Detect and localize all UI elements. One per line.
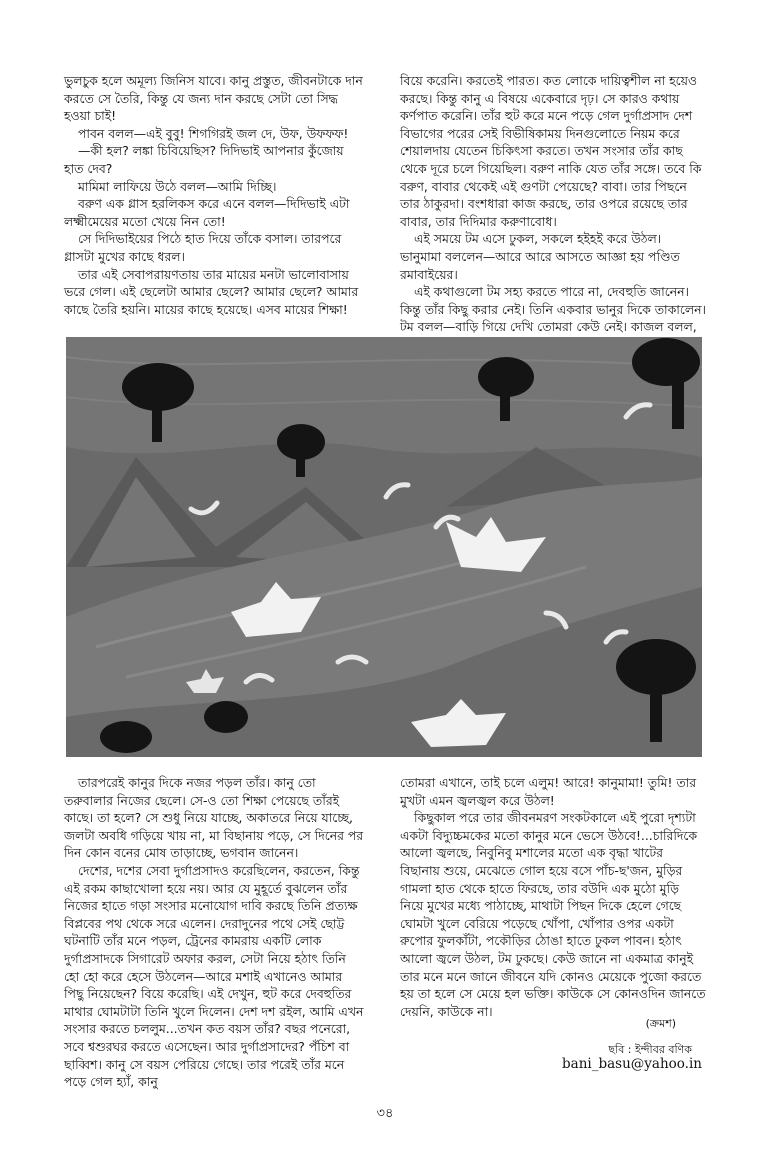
story-column-top-left: [64, 72, 364, 318]
story-column-bottom-left: [64, 774, 364, 1091]
story-column-bottom-right: [400, 774, 706, 1020]
paragraph: বিয়ে করেনি। করতেই পারত। কত লোকে দায়িত্বশীল না হয়েও করছে। কিন্তু কানু এ বিষয়ে একেবারে দৃঢ়। সে কারও কথায় কর্ণপাত করেনি। তাঁর হুট করে মনে পড়ে গেল দুর্গাপ্রসাদ দেশ বিভাগের পরের সেই বিভীষিকাময় দিনগুলোতে নিয়ম করে শেয়ালদায় যেতেন চিকিৎসা করতে। তখন সংসার তাঁর কাছ থেকে দূরে চলে গিয়েছিল। বরুণ নাকি যেত তাঁর সঙ্গে। তবে কি বরুণ, বাবার থেকেই এই গুণটা পেয়েছে? বাবা। তার পিছনে তার ঠাকুরদা। বংশধারা কাজ করছে, তার ওপরে রয়েছে তার বাবার, তার দিদিমার করুণাবোধ।: [400, 73, 702, 229]
paragraph: বরুণ এক গ্লাস হরলিকস করে এনে বলল—দিদিভাই এটা লক্ষ্মীমেয়ের মতো খেয়ে নিন তো!: [64, 196, 350, 229]
paragraph: এই সময়ে টম এসে ঢুকল, সকলে হইহই করে উঠল। ভানুমামা বললেন—আরে আরে আসতে আজ্ঞা হয় পণ্ডিত রমাবাইয়ের।: [400, 231, 680, 282]
paragraph: তারপরেই কানুর দিকে নজর পড়ল তাঁর। কানু তো তরুবালার নিজের ছেলে। সে-ও তো শিক্ষা পেয়েছে তাঁরই কাছে। তা হলে? সে শুধু নিয়ে যাচ্ছে, অকাতরে নিয়ে যাচ্ছে, জলটা অবধি গড়িয়ে খায় না, মা বিছানায় পড়ে, সে দিনের পর দিন কোন বনের মোষ তাড়াচ্ছে, ভগবান জানেন।: [64, 775, 364, 861]
paragraph: সে দিদিভাইয়ের পিঠে হাত দিয়ে তাঁকে বসাল। তারপরে গ্লাসটা মুখের কাছে ধরল।: [64, 231, 342, 264]
story-illustration: [66, 337, 702, 757]
story-column-top-right: [400, 72, 706, 336]
author-email: bani_basu@yahoo.in: [562, 1056, 702, 1072]
to-be-continued-note: (ক্রমশ): [645, 1017, 676, 1030]
paragraph: মামিমা লাফিয়ে উঠে বলল—আমি দিচ্ছি।: [78, 178, 277, 194]
illustrator-credit: ছবি : ইন্দীবর বণিক: [608, 1043, 692, 1056]
paragraph: এই কথাগুলো টম সহ্য করতে পারে না, দেবহুতি জানেন। কিন্তু তাঁর কিছু করার নেই। তিনি একবার ভানুর দিকে তাকালেন। টম বলল—বাড়ি গিয়ে দেখি তোমরা কেউ নেই। কাজল বলল,: [400, 284, 706, 335]
paragraph: —কী হল? লঙ্কা চিবিয়েছিস? দিদিভাই আপনার কুঁজোয় হাত দেব?: [64, 143, 344, 176]
page-number: ৩৪: [376, 1106, 394, 1121]
paragraph: পাবন বলল—এই বুবু! শিগগিরই জল দে, উফ, উফফফ!: [78, 125, 349, 141]
paragraph: কিছুকাল পরে তার জীবনমরণ সংকটকালে এই পুরো দৃশ্যটা একটা বিদ্যুচ্চমকের মতো কানুর মনে ভেসে উঠবে!...চারিদিকে আলো জ্বলছে, নিবুনিবু মশালের মতো এক বৃদ্ধা খাটের বিছানায় শুয়ে, মেঝেতে গোল হয়ে বসে পাঁচ-ছ'জন, মুড়ির গামলা হাত থেকে হাতে ফিরছে, তার বউদি এক মুঠো মুড়ি নিয়ে মুখের মধ্যে পাঠাচ্ছে, মাথাটা পিছন দিকে হেলে গেছে ঘোমটা খুলে বেরিয়ে পড়েছে খোঁপা, খোঁপার ওপর একটা রুপোর ফুলকাঁটা, পকৌড়ির ঠোঙা হাতে ঢুকল পাবন। হঠাৎ আলো জ্বলে উঠল, টম ঢুকছে। কেউ জানে না একমাত্র কানুই তার মনে মনে জানে জীবনে যদি কোনও মেয়েকে পুজো করতে হয় তা হলে সে মেয়ে হল ভক্তি। কাউকে সে কোনওদিন জানতে দেয়নি, কাউকে না।: [400, 810, 706, 1019]
paragraph: তোমরা এখানে, তাই চলে এলুম! আরে! কানুমামা! তুমি! তার মুখটা এমন জ্বলজ্বল করে উঠল!: [400, 775, 697, 808]
paragraph: ভুলচুক হলে অমূল্য জিনিস যাবে। কানু প্রস্তুত, জীবনটাকে দান করতে সে তৈরি, কিন্তু যে জন্য দান করছে সেটা তো সিদ্ধ হওয়া চাই!: [64, 73, 363, 124]
paragraph: তার এই সেবাপরায়ণতায় তার মায়ের মনটা ভালোবাসায় ভরে গেল। এই ছেলেটা আমার ছেলে? আমার ছেলে? আমার কাছে তৈরি হয়নি। মায়ের কাছে হয়েছে। এসব মায়ের শিক্ষা!: [64, 266, 359, 317]
paragraph: দেশের, দশের সেবা দুর্গাপ্রসাদও করেছিলেন, করতেন, কিন্তু এই রকম কাছাখোলা হয়ে নয়। আর যে মুহূর্তে বুঝলেন তাঁর নিজের হাতে গড়া সংসার মনোযোগ দাবি করছে তিনি প্রত্যক্ষ বিপ্লবের পথ থেকে সরে এলেন। দেরাদুনের পথে সেই ছোট্ট ঘটনাটি তাঁর মনে পড়ল, ট্রেনের কামরায় একটি লোক দুর্গাপ্রসাদকে সিগারেট অফার করল, সেটা নিয়ে হঠাৎ তিনি হো হো করে হেসে উঠলেন—আরে মশাই এখানেও আমার পিছু নিয়েছেন? বিয়ে করেছি। এই দেখুন, হুট করে দেবহুতির মাথার ঘোমটাটা তিনি খুলে দিলেন। দেশ দশ রইল, আমি এখন সংসার করতে চললুম...তখন কত বয়স তাঁর? বছর পনেরো, সবে শ্বশুরঘর করতে এসেছেন। আর দুর্গাপ্রসাদের? পঁচিশ বা ছাব্বিশ। কানু সে বয়স পেরিয়ে গেছে। তার পরেই তাঁর মনে পড়ে গেল হ্যাঁ, কানু: [64, 862, 364, 1090]
